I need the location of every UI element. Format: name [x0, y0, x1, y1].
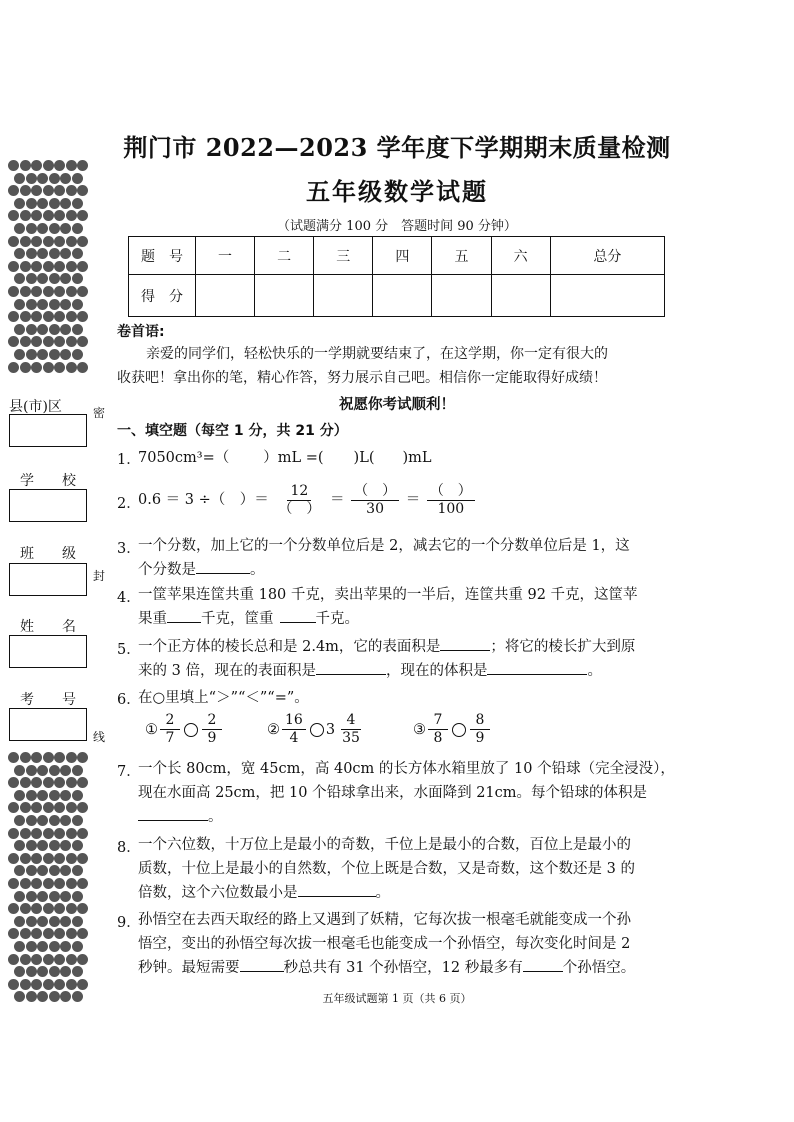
score-header-cell: 二 — [255, 237, 314, 275]
score-cell[interactable] — [491, 275, 550, 317]
decor-dot — [14, 840, 25, 851]
decor-dot — [49, 941, 60, 952]
decor-dot — [66, 286, 77, 297]
preface-line-1: 亲爱的同学们，轻松快乐的一学期就要结束了，在这学期，你一定有很大的 — [146, 346, 608, 362]
decor-dot — [72, 248, 83, 259]
decor-dot — [14, 273, 25, 284]
decor-dot — [20, 752, 31, 763]
decor-dot — [43, 362, 54, 373]
decor-dot — [60, 916, 71, 927]
decor-dot — [37, 840, 48, 851]
decor-dot — [49, 299, 60, 310]
decor-dot — [43, 777, 54, 788]
score-header-cell: 一 — [196, 237, 255, 275]
decor-dot — [20, 878, 31, 889]
decor-dot — [77, 802, 88, 813]
decor-dot — [31, 853, 42, 864]
class-field[interactable] — [9, 563, 87, 596]
decor-dot — [77, 878, 88, 889]
decor-dot — [8, 286, 19, 297]
decor-dot — [14, 891, 25, 902]
decor-dot — [8, 752, 19, 763]
decor-dot — [37, 765, 48, 776]
decor-dot — [20, 979, 31, 990]
decor-dot — [72, 324, 83, 335]
decor-dot — [26, 248, 37, 259]
q4-number: 4． — [117, 590, 141, 606]
decor-dot — [60, 966, 71, 977]
decor-dot — [49, 815, 60, 826]
decor-dot — [20, 362, 31, 373]
score-header-cell: 总分 — [550, 237, 664, 275]
decor-dot — [31, 903, 42, 914]
decor-dot — [43, 311, 54, 322]
decor-dot — [72, 840, 83, 851]
decor-dot — [54, 777, 65, 788]
decor-dot — [31, 777, 42, 788]
score-table — [128, 236, 665, 317]
decor-dot — [77, 286, 88, 297]
decor-dot — [31, 236, 42, 247]
decor-dot — [8, 853, 19, 864]
decor-dot — [77, 311, 88, 322]
decor-dot — [37, 248, 48, 259]
decor-dot — [49, 765, 60, 776]
decor-dot — [66, 261, 77, 272]
decor-dot — [26, 349, 37, 360]
decor-dot — [43, 286, 54, 297]
q9-text: 孙悟空在去西天取经的路上又遇到了妖精，它每次拔一根毫毛就能变成一个孙 悟空，变出的孙悟空每次拔一根毫毛也能变成一个孙悟空，每次变化时间是 2 秒钟。最短需要 秒总共有 31 个孙悟空，12 秒最多有 个孙悟空。 — [138, 912, 636, 976]
decor-dot — [43, 236, 54, 247]
decor-dot — [54, 336, 65, 347]
decor-dot — [54, 928, 65, 939]
decor-dot — [77, 903, 88, 914]
preface-line-2: 收获吧！拿出你的笔，精心作答，努力展示自己吧。相信你一定能取得好成绩！ — [117, 370, 607, 386]
decor-dot — [49, 248, 60, 259]
q4-text: 一筐苹果连筐共重 180 千克，卖出苹果的一半后，连筐共重 92 千克，这筐苹 果重 千克，筐重 千克。 — [138, 587, 638, 627]
decor-dot — [20, 286, 31, 297]
score-cell[interactable] — [314, 275, 373, 317]
decor-dot — [31, 752, 42, 763]
decor-dot — [8, 362, 19, 373]
score-table-row — [129, 275, 665, 317]
decor-dot — [72, 865, 83, 876]
decor-dot — [77, 954, 88, 965]
exam-number-field[interactable] — [9, 708, 87, 741]
seal-mi: 密 — [93, 406, 106, 420]
decor-dot — [37, 790, 48, 801]
decor-dot — [60, 815, 71, 826]
decor-dot — [37, 299, 48, 310]
decor-dot — [8, 311, 19, 322]
decor-dot — [77, 979, 88, 990]
decor-dot — [43, 336, 54, 347]
decor-dot — [31, 828, 42, 839]
q2-text: 0.6 ＝ 3 ÷（ ）＝ $\frac{12}{( )}$ ＝ $\frac{( )}{30}$ ＝ $\frac{( )}{100}$ — [138, 480, 686, 520]
decor-dot — [14, 790, 25, 801]
decor-dot — [26, 941, 37, 952]
decor-dot — [66, 928, 77, 939]
decor-dot — [31, 954, 42, 965]
decor-dot — [31, 261, 42, 272]
decor-dot — [37, 324, 48, 335]
decor-dot — [54, 802, 65, 813]
decor-dot — [37, 815, 48, 826]
decor-dot — [14, 324, 25, 335]
decor-dot — [8, 828, 19, 839]
decor-dot — [54, 954, 65, 965]
q2-fraction-1: $\frac{12}{( )}$ — [278, 482, 321, 517]
decor-dot — [43, 903, 54, 914]
decor-dot — [72, 966, 83, 977]
decor-dot — [8, 903, 19, 914]
q3-number: 3． — [117, 541, 141, 557]
q6-text: 在○里填上“＞”“＜”“=”。 — [138, 690, 309, 706]
decor-dot — [43, 828, 54, 839]
school-label: 学 校 — [20, 473, 76, 489]
decor-dot — [14, 349, 25, 360]
decor-dot — [77, 336, 88, 347]
decor-dot — [43, 954, 54, 965]
decor-dot — [26, 790, 37, 801]
score-cell[interactable] — [550, 275, 664, 317]
decor-dot — [8, 979, 19, 990]
decor-dot — [14, 916, 25, 927]
decor-dot — [8, 261, 19, 272]
name-label: 姓 名 — [20, 619, 76, 635]
decor-dot — [26, 916, 37, 927]
decor-dot — [31, 802, 42, 813]
q7-number: 7． — [117, 764, 141, 780]
score-cell[interactable] — [432, 275, 491, 317]
decor-dot — [66, 777, 77, 788]
decor-dot — [72, 790, 83, 801]
decor-dot — [60, 865, 71, 876]
decor-dot — [26, 865, 37, 876]
decor-dot — [54, 878, 65, 889]
decor-dot — [37, 891, 48, 902]
decor-dot — [8, 336, 19, 347]
decor-dot — [37, 916, 48, 927]
decor-dot — [31, 928, 42, 939]
decor-dot — [72, 815, 83, 826]
decor-dot — [14, 941, 25, 952]
score-header-cell: 六 — [491, 237, 550, 275]
decor-dot — [66, 853, 77, 864]
decor-dot — [60, 840, 71, 851]
preface-wish: 祝愿你考试顺利！ — [339, 396, 455, 413]
decor-dot — [66, 903, 77, 914]
decor-dot — [8, 954, 19, 965]
exam-number-label: 考 号 — [20, 692, 76, 708]
score-header-cell: 五 — [432, 237, 491, 275]
decor-dot — [66, 802, 77, 813]
decor-dot — [49, 349, 60, 360]
decor-dot — [60, 891, 71, 902]
decor-dot — [66, 954, 77, 965]
score-header-cell: 三 — [314, 237, 373, 275]
decor-dot — [43, 878, 54, 889]
decor-dot — [26, 273, 37, 284]
seal-feng: 封 — [93, 569, 106, 583]
decor-dot — [66, 236, 77, 247]
decor-dot — [77, 236, 88, 247]
decor-dot — [54, 261, 65, 272]
decor-dot — [54, 311, 65, 322]
q6-item-1: ① $\frac{2}{7}$ $\frac{2}{9}$ — [145, 712, 267, 747]
score-cell[interactable] — [196, 275, 255, 317]
decor-dot — [72, 891, 83, 902]
decor-dot — [14, 248, 25, 259]
decor-dot — [66, 828, 77, 839]
decor-dot — [26, 966, 37, 977]
decor-dot — [37, 941, 48, 952]
decor-dot — [54, 752, 65, 763]
decor-dot — [72, 273, 83, 284]
exam-title: 荆门市 2022—2023 学年度下学期期末质量检测 — [123, 133, 671, 162]
decor-dot — [66, 311, 77, 322]
decor-dot — [8, 777, 19, 788]
decor-dot — [60, 765, 71, 776]
decor-dot — [60, 324, 71, 335]
decor-dot — [77, 928, 88, 939]
q1-number: 1． — [117, 452, 141, 468]
decor-dot — [20, 828, 31, 839]
q6-compare-circle-1[interactable] — [184, 723, 198, 737]
q8-text: 一个六位数，十万位上是最小的奇数，千位上是最小的合数，百位上是最小的 质数，十位上是最小的自然数，个位上既是合数，又是奇数，这个数还是 3 的 倍数，这个六位数最小是 。 — [138, 837, 635, 901]
decor-dot — [54, 286, 65, 297]
decor-dot — [49, 790, 60, 801]
q2-number: 2． — [117, 496, 141, 512]
preface-heading: 卷首语: — [117, 324, 165, 340]
q8-number: 8． — [117, 840, 141, 856]
q7-text: 一个长 80cm，宽 45cm，高 40cm 的长方体水箱里放了 10 个铅球（完全浸没）， 现在水面高 25cm，把 10 个铅球拿出来，水面降到 21cm。每个铅球的体积是 。 — [138, 761, 675, 825]
q2-fraction-3: $\frac{( )}{100}$ — [427, 483, 475, 518]
decor-dot — [20, 903, 31, 914]
seal-xian: 线 — [93, 730, 106, 744]
decor-dot — [26, 840, 37, 851]
decor-dot — [26, 765, 37, 776]
decor-dot — [54, 853, 65, 864]
decor-dot — [8, 236, 19, 247]
decor-dot — [20, 928, 31, 939]
decor-dot — [14, 299, 25, 310]
score-header-cell: 四 — [373, 237, 432, 275]
decor-dot — [60, 349, 71, 360]
decor-dot — [14, 815, 25, 826]
decor-dot — [60, 941, 71, 952]
decor-dot — [37, 349, 48, 360]
name-field[interactable] — [9, 635, 87, 668]
decor-dot — [77, 362, 88, 373]
decor-dot — [77, 752, 88, 763]
decor-dot — [14, 765, 25, 776]
decor-dot — [49, 324, 60, 335]
decor-dot — [8, 802, 19, 813]
decor-dot — [60, 299, 71, 310]
decor-dot — [54, 362, 65, 373]
decor-dot — [26, 299, 37, 310]
q6-comparisons — [145, 712, 492, 747]
q9-number: 9． — [117, 915, 141, 931]
q6-compare-circle-3[interactable] — [452, 723, 466, 737]
q5-text: 一个正方体的棱长总和是 2.4m，它的表面积是 ；将它的棱长扩大到原 来的 3 倍，现在的表面积是 ，现在的体积是 。 — [138, 635, 686, 683]
decor-dot — [49, 840, 60, 851]
decor-dot — [14, 966, 25, 977]
q5-number: 5． — [117, 642, 141, 658]
decor-dot — [37, 865, 48, 876]
q6-item-3: ③ $\frac{7}{8}$ $\frac{8}{9}$ — [413, 712, 492, 747]
exam-subtitle: 五年级数学试题 — [306, 178, 488, 206]
decor-dot — [26, 815, 37, 826]
decor-dot — [66, 979, 77, 990]
page-footer: 五年级试题第 1 页（共 6 页） — [322, 992, 472, 1005]
decor-dot — [72, 349, 83, 360]
decor-dot — [72, 941, 83, 952]
decor-dot — [77, 853, 88, 864]
decor-dot — [66, 362, 77, 373]
decor-dot — [20, 311, 31, 322]
q6-number: 6． — [117, 692, 141, 708]
decor-dot — [20, 802, 31, 813]
decor-dot — [72, 299, 83, 310]
decor-dot — [20, 954, 31, 965]
decor-dot — [14, 865, 25, 876]
decor-dot — [8, 878, 19, 889]
decor-dot — [37, 273, 48, 284]
decor-dot — [43, 979, 54, 990]
decor-dot — [77, 777, 88, 788]
binding-dots-bottom — [8, 752, 88, 1004]
class-label: 班 级 — [20, 546, 76, 562]
q6-compare-circle-2[interactable] — [310, 723, 324, 737]
decor-dot — [54, 903, 65, 914]
decor-dot — [43, 752, 54, 763]
decor-dot — [26, 891, 37, 902]
decor-dot — [8, 928, 19, 939]
decor-dot — [20, 261, 31, 272]
q2-fraction-2: $\frac{( )}{30}$ — [351, 483, 399, 518]
decor-dot — [31, 286, 42, 297]
decor-dot — [43, 261, 54, 272]
decor-dot — [31, 336, 42, 347]
decor-dot — [43, 802, 54, 813]
decor-dot — [49, 916, 60, 927]
school-field[interactable] — [9, 489, 87, 522]
decor-dot — [49, 865, 60, 876]
decor-dot — [72, 765, 83, 776]
decor-dot — [43, 928, 54, 939]
decor-dot — [31, 979, 42, 990]
decor-dot — [60, 248, 71, 259]
score-row-label: 得 分 — [129, 275, 196, 317]
county-field[interactable] — [9, 414, 87, 447]
decor-dot — [66, 336, 77, 347]
decor-dot — [20, 236, 31, 247]
decor-dot — [60, 273, 71, 284]
decor-dot — [54, 979, 65, 990]
decor-dot — [31, 362, 42, 373]
decor-dot — [66, 752, 77, 763]
decor-dot — [49, 891, 60, 902]
decor-dot — [54, 828, 65, 839]
decor-dot — [31, 878, 42, 889]
decor-dot — [37, 966, 48, 977]
q6-item-2: ② $\frac{16}{4}$ 3 $\frac{4}{35}$ — [267, 712, 360, 746]
score-cell[interactable] — [255, 275, 314, 317]
decor-dot — [60, 790, 71, 801]
decor-dot — [66, 878, 77, 889]
section-1-heading: 一、填空题（每空 1 分，共 21 分） — [117, 423, 348, 439]
score-header-cell: 题 号 — [129, 237, 196, 275]
decor-dot — [72, 916, 83, 927]
decor-dot — [20, 777, 31, 788]
score-table-header-row — [129, 237, 665, 275]
exam-note: （试题满分 100 分 答题时间 90 分钟） — [277, 219, 517, 234]
decor-dot — [20, 336, 31, 347]
decor-dot — [77, 828, 88, 839]
decor-dot — [54, 236, 65, 247]
score-cell[interactable] — [373, 275, 432, 317]
decor-dot — [26, 324, 37, 335]
decor-dot — [77, 261, 88, 272]
county-label: 县(市)区 — [9, 399, 62, 415]
q3-text: 一个分数，加上它的一个分数单位后是 2，减去它的一个分数单位后是 1，这 个分数是 。 — [138, 538, 630, 578]
q1-text: 7050cm³=（ ）mL =( )L( )mL — [138, 450, 432, 466]
decor-dot — [20, 853, 31, 864]
decor-dot — [49, 273, 60, 284]
decor-dot — [49, 966, 60, 977]
decor-dot — [43, 853, 54, 864]
decor-dot — [31, 311, 42, 322]
